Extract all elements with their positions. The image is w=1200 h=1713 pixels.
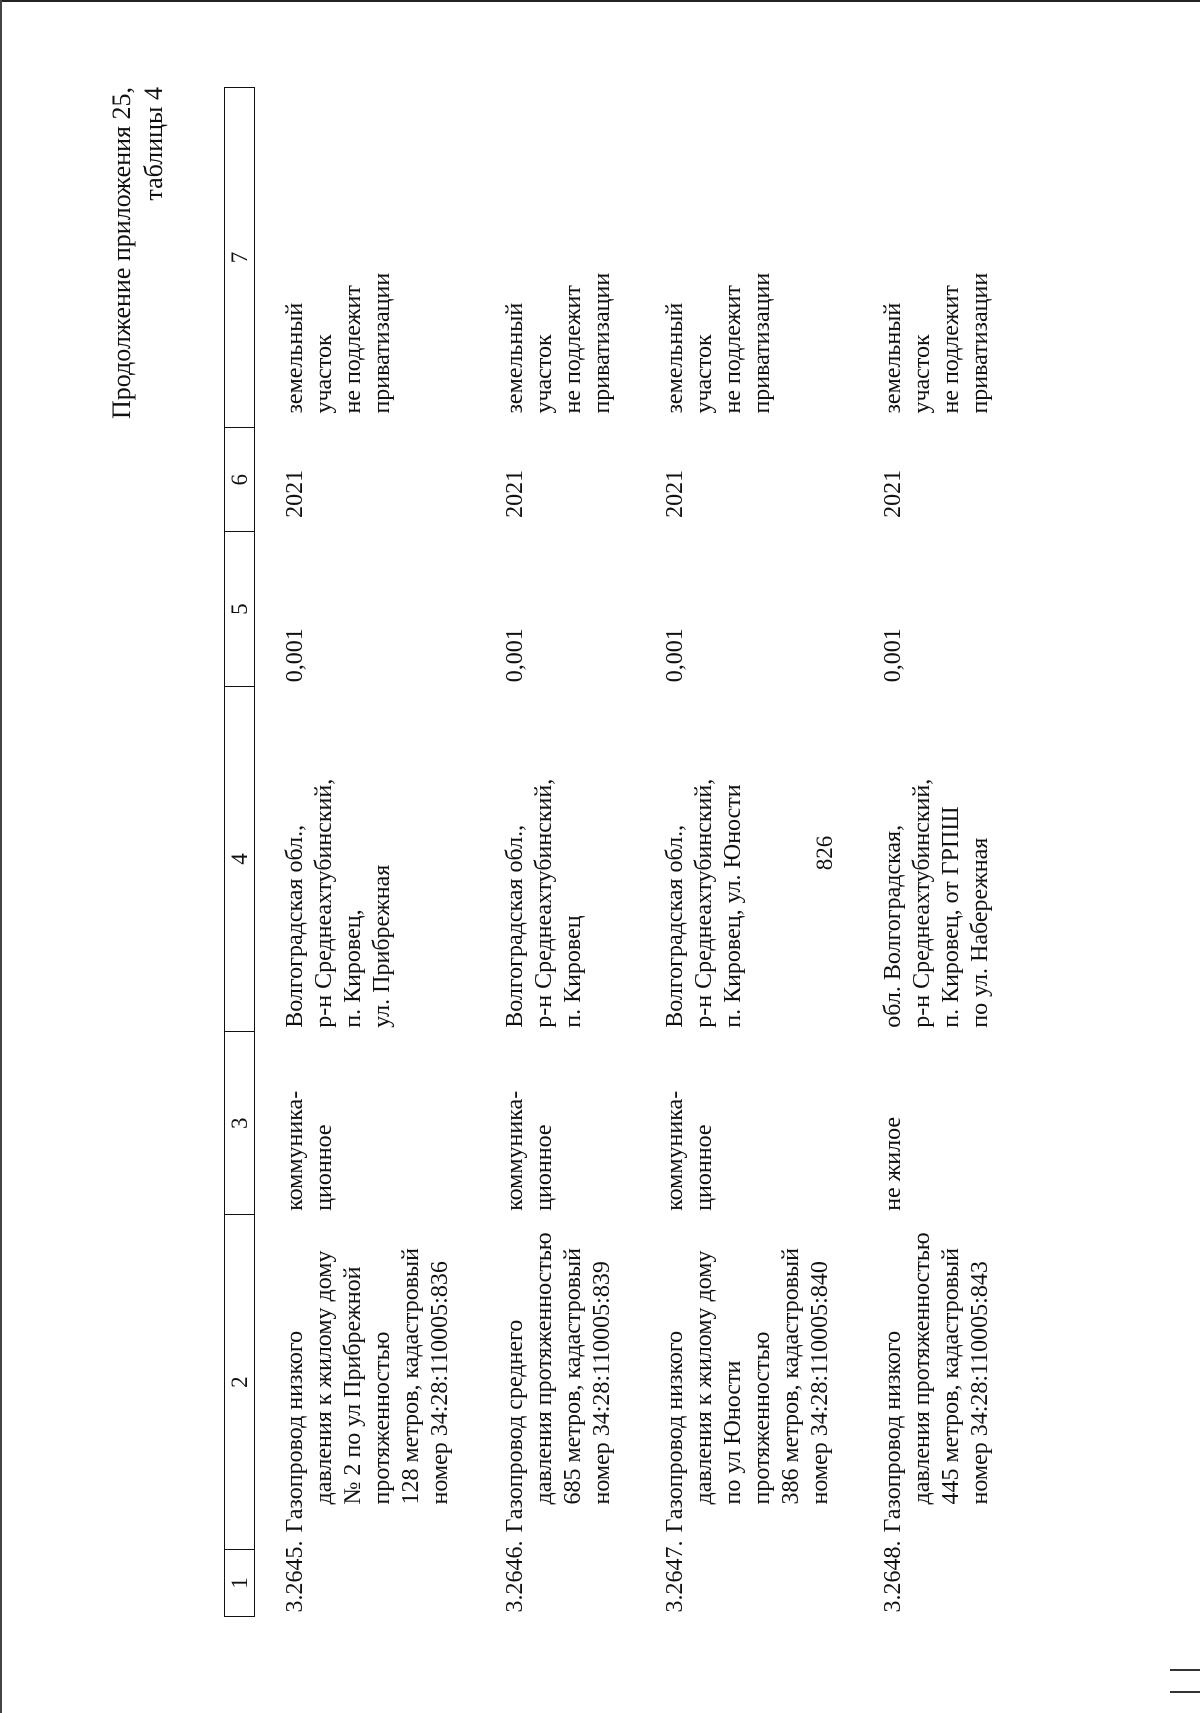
continuation-line-1: Продолжение приложения 25, bbox=[107, 87, 136, 420]
page-number: 826 bbox=[812, 835, 837, 871]
column-header-4: 4 bbox=[225, 686, 255, 1031]
purpose-cell: коммуника- ционное bbox=[662, 1090, 717, 1211]
row-number-name-cell bbox=[657, 1215, 875, 1617]
address-cell: обл. Волгоградская, р-н Среднеахтубинский, п. Кировец, от ГРПШ по ул. Набережная bbox=[880, 778, 993, 1028]
table-row bbox=[875, 88, 1035, 1617]
year-cell: 2021 bbox=[880, 469, 906, 518]
row-number-name-cell bbox=[875, 1215, 1035, 1617]
area-cell: 0,001 bbox=[282, 628, 308, 683]
area-cell: 0,001 bbox=[502, 628, 528, 683]
column-header-7: 7 bbox=[225, 88, 255, 428]
note-cell: земельный участок не подлежит приватизации bbox=[880, 272, 993, 414]
purpose-cell: не жилое bbox=[880, 1116, 906, 1211]
object-name: Газопровод низкого давления к жилому дому по ул Юности протяженностью 386 метров, кадастровый номер 34:28:110005:840 bbox=[662, 1248, 833, 1533]
object-name: Газопровод низкого давления протяженностью 445 метров, кадастровый номер 34:28:110005:843 bbox=[880, 1232, 993, 1533]
note-cell: земельный участок не подлежит приватизации bbox=[502, 272, 615, 414]
row-number: 3.2648. bbox=[880, 1540, 906, 1613]
row-number-name-cell bbox=[495, 1215, 657, 1617]
address-cell: Волгоградская обл., р-н Среднеахтубинский, п. Кировец bbox=[502, 778, 586, 1028]
note-cell: земельный участок не подлежит приватизации bbox=[662, 272, 775, 414]
column-header-5: 5 bbox=[225, 532, 255, 686]
column-header-1: 1 bbox=[225, 1550, 255, 1617]
row-number-name-cell bbox=[255, 1215, 496, 1617]
table-row bbox=[495, 88, 657, 1617]
year-cell: 2021 bbox=[282, 469, 308, 518]
continuation-line-2: таблицы 4 bbox=[139, 87, 168, 201]
year-cell: 2021 bbox=[502, 469, 528, 518]
area-cell: 0,001 bbox=[880, 628, 906, 683]
object-name: Газопровод низкого давления к жилому дому № 2 по ул Прибрежной протяженностью 128 метров, кадастровый номер 34:28:110005:836 bbox=[282, 1248, 453, 1533]
address-cell: Волгоградская обл., р-н Среднеахтубинский, п. Кировец, ул. Прибрежная bbox=[282, 778, 395, 1028]
row-number: 3.2647. bbox=[662, 1540, 688, 1613]
row-number: 3.2646. bbox=[502, 1540, 528, 1613]
purpose-cell: коммуника- ционное bbox=[502, 1090, 557, 1211]
column-header-3: 3 bbox=[225, 1032, 255, 1215]
register-table bbox=[224, 87, 1035, 1617]
table-row bbox=[657, 88, 875, 1617]
column-header-2: 2 bbox=[225, 1215, 255, 1550]
purpose-cell: коммуника- ционное bbox=[282, 1090, 337, 1211]
address-cell: Волгоградская обл., р-н Среднеахтубинский, п. Кировец, ул. Юности bbox=[662, 778, 746, 1028]
area-cell: 0,001 bbox=[662, 628, 688, 683]
year-cell: 2021 bbox=[662, 469, 688, 518]
column-header-6: 6 bbox=[225, 428, 255, 532]
row-number: 3.2645. bbox=[282, 1540, 308, 1613]
object-name: Газопровод среднего давления протяженностью 685 метров, кадастровый номер 34:28:110005:839 bbox=[502, 1232, 615, 1533]
table-row bbox=[255, 88, 496, 1617]
continuation-heading bbox=[106, 87, 170, 473]
note-cell: земельный участок не подлежит приватизации bbox=[282, 272, 395, 414]
table-header-row bbox=[225, 88, 255, 1617]
